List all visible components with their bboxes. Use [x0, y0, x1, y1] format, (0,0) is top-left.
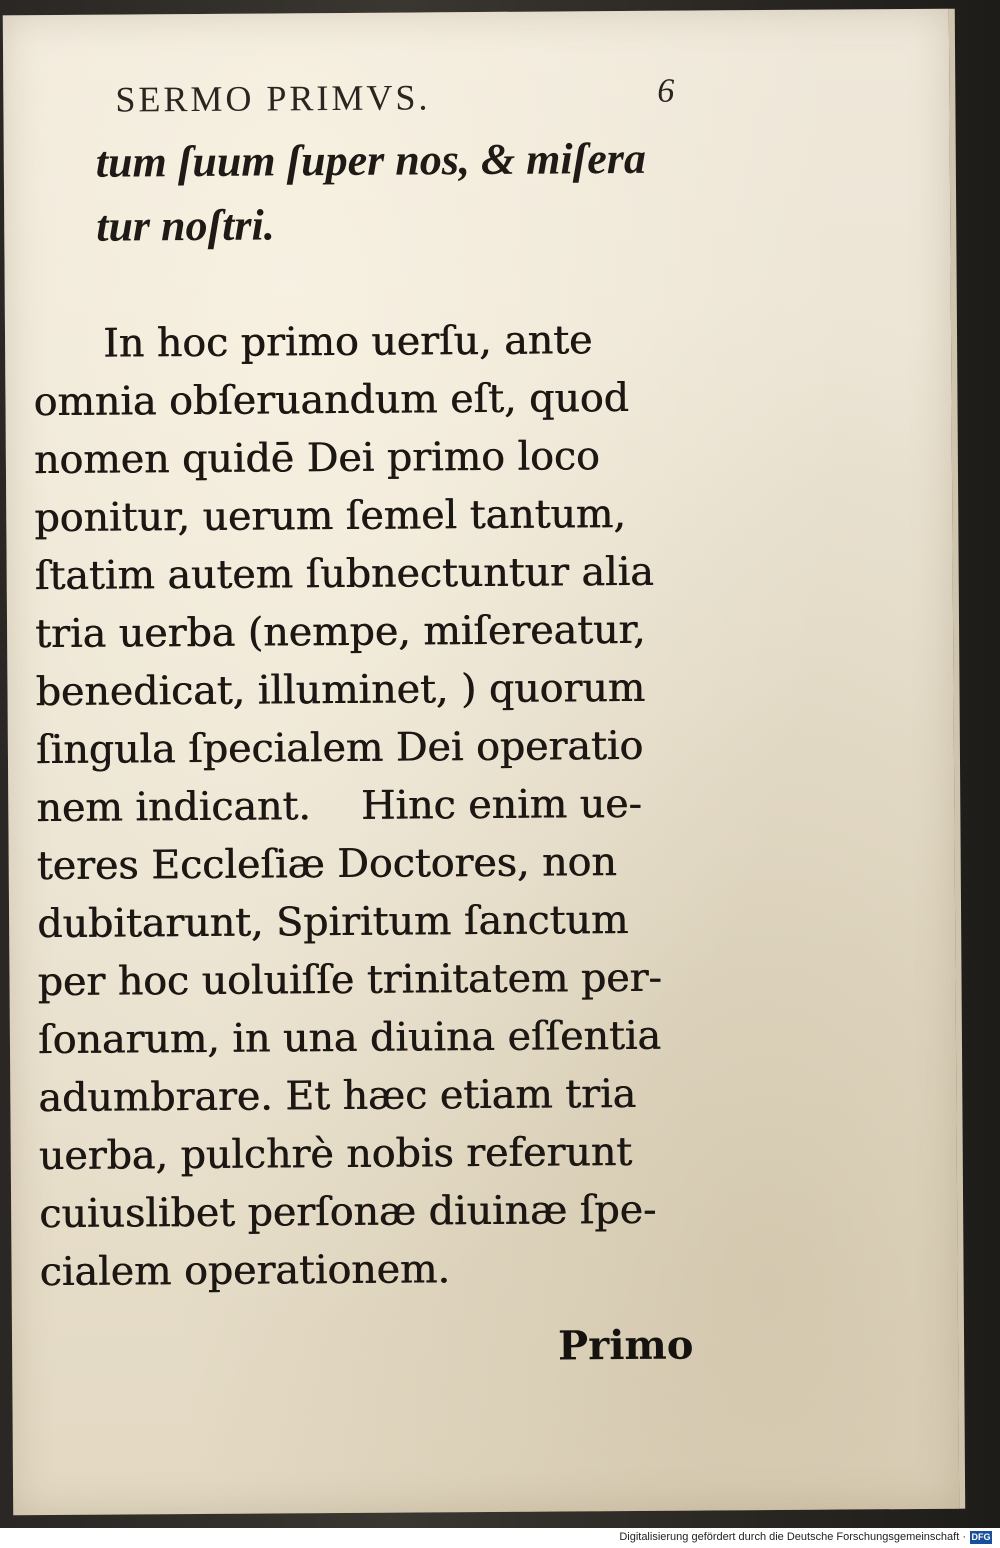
show-through-text: [645, 261, 655, 305]
body-line-16: cuiuslibet perſonæ diuinæ ſpe-: [38, 1186, 657, 1238]
body-line-5: ſtatim autem ſubnectuntur alia: [34, 548, 654, 600]
catchword: Primo: [557, 1321, 694, 1370]
body-line-7: benedicat, illuminet, ) quorum: [35, 664, 646, 716]
body-line-4: ponitur, uerum ſemel tantum,: [34, 491, 626, 542]
body-line-2: omnia obſeruandum eſt, quod: [33, 374, 629, 426]
body-line-6: tria uerba (nempe, miſereatur,: [34, 606, 646, 658]
book-page: [3, 9, 965, 1516]
body-line-3: nomen quidē Dei primo loco: [33, 433, 600, 484]
digitization-credit: Digitalisierung gefördert durch die Deutsche Forschungsgemeinschaft ·: [619, 1531, 966, 1543]
dfg-logo: DFG: [971, 1532, 991, 1542]
body-line-1: In hoc primo uerſu, ante: [102, 317, 593, 367]
body-line-17: cialem operationem.: [39, 1246, 451, 1296]
body-line-10: teres Eccleſiæ Doctores, non: [36, 839, 617, 890]
body-line-11: dubitarunt, Spiritum ſanctum: [36, 896, 629, 948]
italic-line-1: tum ſuum ſuper nos, & miſera: [95, 133, 647, 187]
running-head-title: SERMO PRIMVS.: [115, 77, 431, 120]
body-line-12: per hoc uoluiſſe trinitatem per-: [37, 954, 662, 1006]
body-line-14: adumbrare. Et hæc etiam tria: [38, 1070, 637, 1122]
body-line-9: nem indicant. Hinc enim ue-: [36, 780, 642, 832]
italic-line-2: tur noſtri.: [96, 200, 275, 251]
running-header: [115, 72, 695, 129]
body-line-8: ſingula ſpecialem Dei operatio: [35, 722, 644, 774]
body-line-15: uerba, pulchrè nobis referunt: [38, 1128, 633, 1180]
page-number: 6: [657, 72, 678, 110]
body-line-13: ſonarum, in una diuina eſſentia: [37, 1012, 661, 1064]
